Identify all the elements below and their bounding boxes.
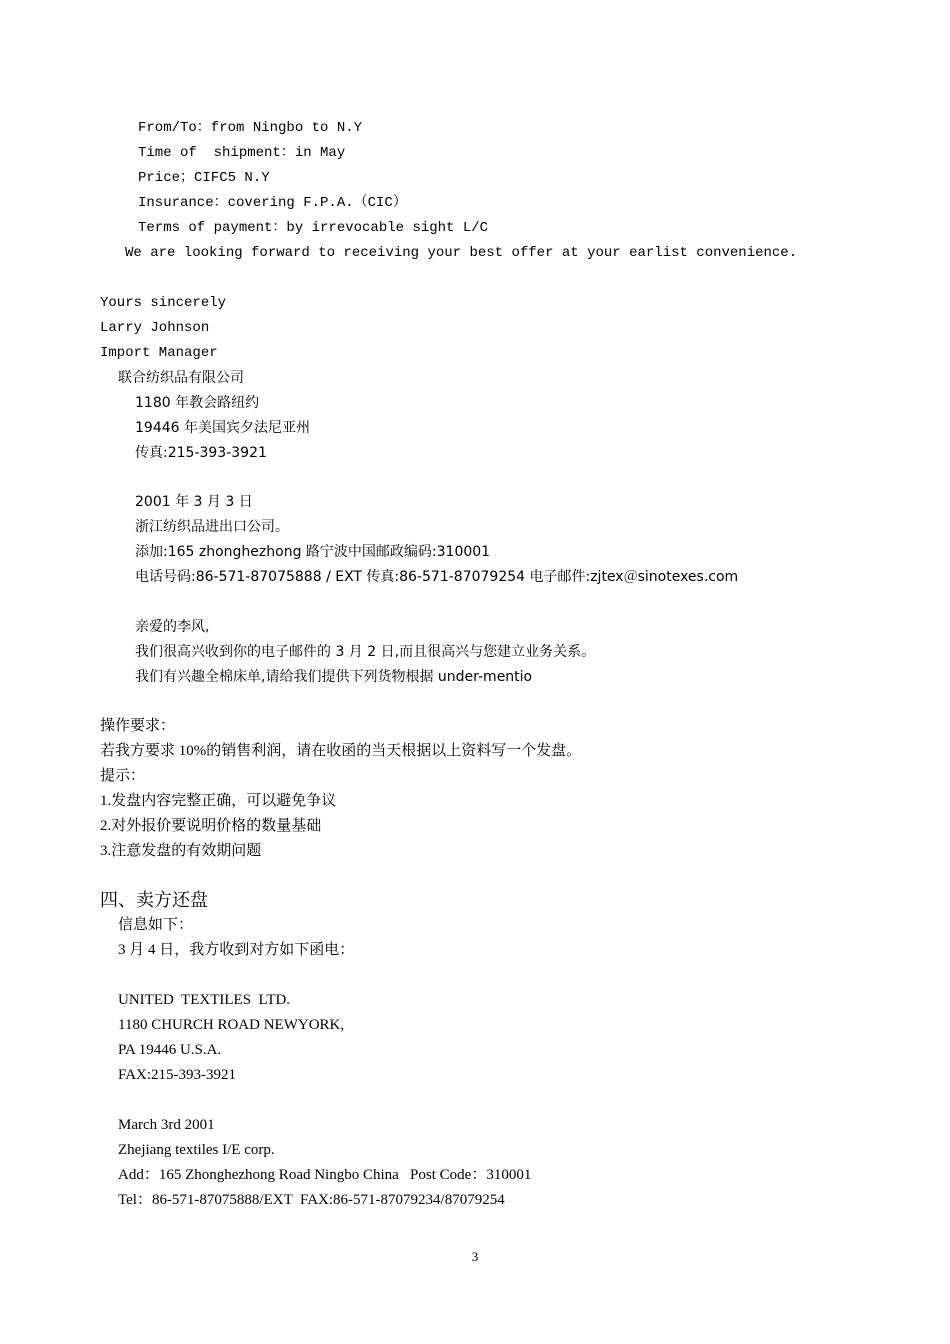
letter-date: March 3rd 2001	[118, 1117, 215, 1133]
translation-greeting: 亲爱的李风,	[135, 619, 210, 635]
translation-body-2: 我们有兴趣全棉床单,请给我们提供下列货物根据 under-mentio	[135, 669, 533, 685]
section-4-intro: 信息如下：	[118, 917, 194, 933]
translation-fax: 传真:215-393-3921	[135, 445, 267, 461]
translation-recipient-address: 添加:165 zhonghezhong 路宁波中国邮政编码:310001	[135, 544, 491, 560]
hint-item: 2.对外报价要说明价格的数量基础	[100, 818, 322, 834]
translation-body-1: 我们很高兴收到你的电子邮件的 3 月 2 日,而且很高兴与您建立业务关系。	[135, 644, 596, 660]
recipient-address: Add：165 Zhonghezhong Road Ningbo China Post Code：310001	[118, 1167, 532, 1183]
time-of-shipment-line: Time of shipment：in May	[138, 145, 346, 161]
translation-recipient-contact: 电话号码:86-571-87075888 / EXT 传真:86-571-87079254 电子邮件:zjtex＠sinotexes.com	[135, 569, 739, 585]
translation-address-1: 1180 年教会路纽约	[135, 395, 260, 411]
signature-title: Import Manager	[100, 345, 218, 361]
page-number: 3	[471, 1249, 479, 1264]
insurance-line: Insurance：covering F.P.A.（CIC）	[138, 195, 407, 211]
requirements-task: 若我方要求 10%的销售利润，请在收函的当天根据以上资料写一个发盘。	[100, 743, 582, 759]
translation-date: 2001 年 3 月 3 日	[135, 494, 253, 510]
hint-item: 1.发盘内容完整正确，可以避免争议	[100, 793, 337, 809]
signature-closing: Yours sincerely	[100, 295, 227, 311]
translation-recipient: 浙江纺织品进出口公司。	[135, 519, 289, 535]
terms-of-payment-line: Terms of payment：by irrevocable sight L/C	[138, 220, 489, 236]
sender-fax: FAX:215-393-3921	[118, 1067, 237, 1083]
hint-item: 3.注意发盘的有效期问题	[100, 843, 262, 859]
price-line: Price；CIFC5 N.Y	[138, 170, 270, 186]
section-4-title: 四、卖方还盘	[100, 890, 208, 910]
sender-address-1: 1180 CHURCH ROAD NEWYORK,	[118, 1017, 345, 1033]
translation-company: 联合纺织品有限公司	[118, 370, 244, 386]
requirements-heading: 操作要求：	[100, 718, 176, 734]
section-4-received: 3 月 4 日，我方收到对方如下函电：	[118, 942, 355, 958]
signature-name: Larry Johnson	[100, 320, 210, 336]
sender-address-2: PA 19446 U.S.A.	[118, 1042, 222, 1058]
from-to-line: From/To：from Ningbo to N.Y	[138, 120, 363, 136]
translation-address-2: 19446 年美国宾夕法尼亚州	[135, 420, 310, 436]
closing-line: We are looking forward to receiving your best offer at your earlist convenience.	[125, 245, 798, 261]
recipient-company: Zhejiang textiles I/E corp.	[118, 1142, 275, 1158]
sender-company: UNITED TEXTILES LTD.	[118, 992, 291, 1008]
hint-heading: 提示：	[100, 768, 146, 784]
recipient-contact: Tel：86-571-87075888/EXT FAX:86-571-87079234/87079254	[118, 1192, 505, 1208]
